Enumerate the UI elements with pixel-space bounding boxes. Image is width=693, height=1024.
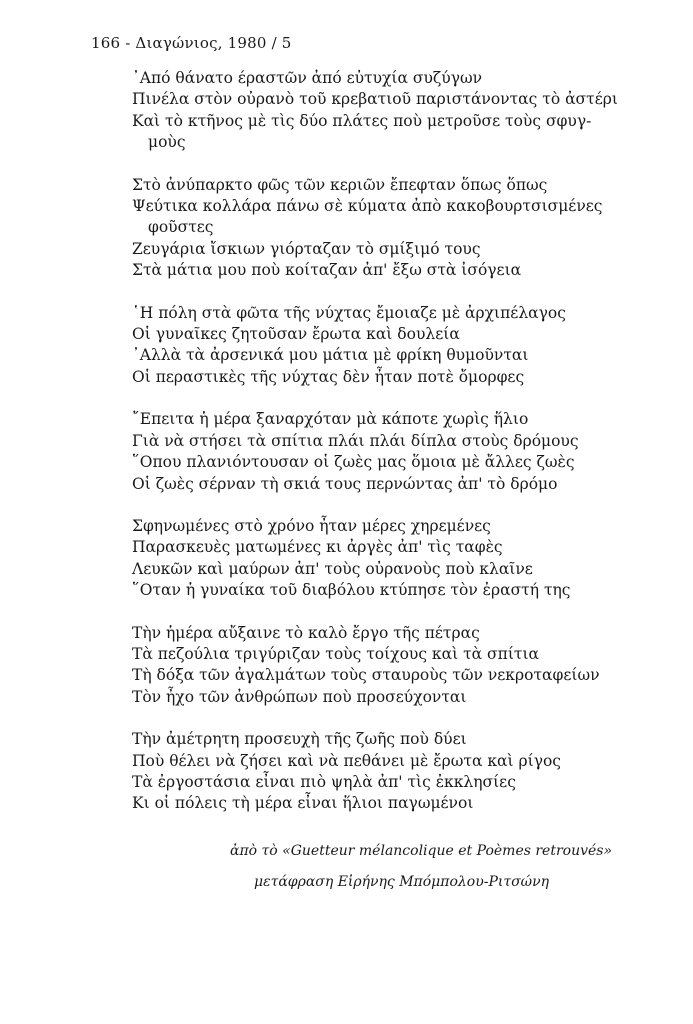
poem-line: Τὸν ἦχο τῶν ἀνθρώπων ποὺ προσεύχονται xyxy=(132,687,467,706)
poem-stanza xyxy=(132,623,662,709)
poem-line: Οἱ περαστικὲς τῆς νύχτας δὲν ἦταν ποτὲ ὄμορφες xyxy=(132,367,525,386)
poem-line: Λευκῶν καὶ μαύρων ἀπ' τοὺς οὐρανοὺς ποὺ κλαῖνε xyxy=(132,559,533,578)
poem-line: Παρασκευὲς ματωμένες κι ἀργὲς ἀπ' τὶς ταφὲς xyxy=(132,538,503,557)
poem-line: Ζευγάρια ἴσκιων γιόρταζαν τὸ σμίξιμό τους xyxy=(132,239,481,258)
poem-stanza xyxy=(132,175,662,282)
poem-line: Πινέλα στὸν οὐρανὸ τοῦ κρεβατιοῦ παριστάνοντας τὸ ἀστέρι xyxy=(132,90,618,109)
poem-stanza xyxy=(132,409,662,495)
poem-line: Καὶ τὸ κτῆνος μὲ τὶς δύο πλάτες ποὺ μετροῦσε τοὺς σφυγ- xyxy=(132,111,592,130)
poem-line: ᾿Αλλὰ τὰ ἀρσενικά μου μάτια μὲ φρίκη θυμοῦνται xyxy=(132,346,529,365)
poem-line: Κι οἱ πόλεις τὴ μέρα εἶναι ἥλιοι παγωμένοι xyxy=(132,794,474,813)
poem-line: Οἱ γυναῖκες ζητοῦσαν ἔρωτα καὶ δουλεία xyxy=(132,325,460,344)
poem-line: Τὴν ἡμέρα αὔξαινε τὸ καλὸ ἔργο τῆς πέτρας xyxy=(132,623,480,642)
poem-line: Τὰ ἐργοστάσια εἶναι πιὸ ψηλὰ ἀπ' τὶς ἐκκλησίες xyxy=(132,772,516,791)
poem-line: Γιὰ νὰ στήσει τὰ σπίτια πλάι πλάι δίπλα στοὺς δρόμους xyxy=(132,431,579,450)
poem-line: Τὴ δόξα τῶν ἀγαλμάτων τοὺς σταυροὺς τῶν νεκροταφείων xyxy=(132,666,600,685)
poem-stanza xyxy=(132,516,662,602)
poem-line: Ποὺ θέλει νὰ ζήσει καὶ νὰ πεθάνει μὲ ἔρωτα καὶ ρίγος xyxy=(132,751,561,770)
source-attribution: ἀπὸ τὸ «Guetteur mélancolique et Poèmes retrouvés» xyxy=(230,843,613,859)
page-header: 166 - Διαγώνιος, 1980 / 5 xyxy=(91,34,292,52)
poem-line: ῞Οταν ἡ γυναίκα τοῦ διαβόλου κτύπησε τὸν ἐραστή της xyxy=(132,581,571,600)
poem-line: Στὸ ἀνύπαρκτο φῶς τῶν κεριῶν ἔπεφταν ὅπως ὅπως xyxy=(132,175,548,194)
poem-stanza xyxy=(132,68,662,154)
poem-line: ῞Οπου πλανιόντουσαν οἱ ζωὲς μας ὅμοια μὲ ἄλλες ζωὲς xyxy=(132,453,575,472)
poem-line: μοὺς xyxy=(148,133,186,152)
poem-line: ῎Επειτα ἡ μέρα ξαναρχόταν μὰ κάποτε χωρὶς ἥλιο xyxy=(132,410,529,429)
poem-line: Ψεύτικα κολλάρα πάνω σὲ κύματα ἀπὸ κακοβουρτσισμένες xyxy=(132,197,603,216)
poem-line: Τὰ πεζούλια τριγύριζαν τοὺς τοίχους καὶ τὰ σπίτια xyxy=(132,644,540,663)
poem-line: Οἱ ζωὲς σέρναν τὴ σκιά τους περνώντας ἀπ' τὸ δρόμο xyxy=(132,474,558,493)
translator-credit: μετάφραση Εἰρήνης Μπόμπολου-Ριτσώνη xyxy=(254,874,549,890)
poem-line: φοῦστες xyxy=(148,218,214,237)
poem-stanza xyxy=(132,303,662,389)
poem-line: Στὰ μάτια μου ποὺ κοίταζαν ἀπ' ἔξω στὰ ἰσόγεια xyxy=(132,261,522,280)
poem-line: Τὴν ἀμέτρητη προσευχὴ τῆς ζωῆς ποὺ δύει xyxy=(132,730,467,749)
poem-line: ῾Η πόλη στὰ φῶτα τῆς νύχτας ἔμοιαζε μὲ ἀρχιπέλαγος xyxy=(132,303,566,322)
poem-line: Σφηνωμένες στὸ χρόνο ἦταν μέρες χηρεμένες xyxy=(132,516,491,535)
poem-body xyxy=(132,68,662,836)
poem-line: ᾿Από θάνατο έραστῶν ἀπό εὐτυχία συζύγων xyxy=(132,69,483,87)
poem-stanza xyxy=(132,729,662,815)
